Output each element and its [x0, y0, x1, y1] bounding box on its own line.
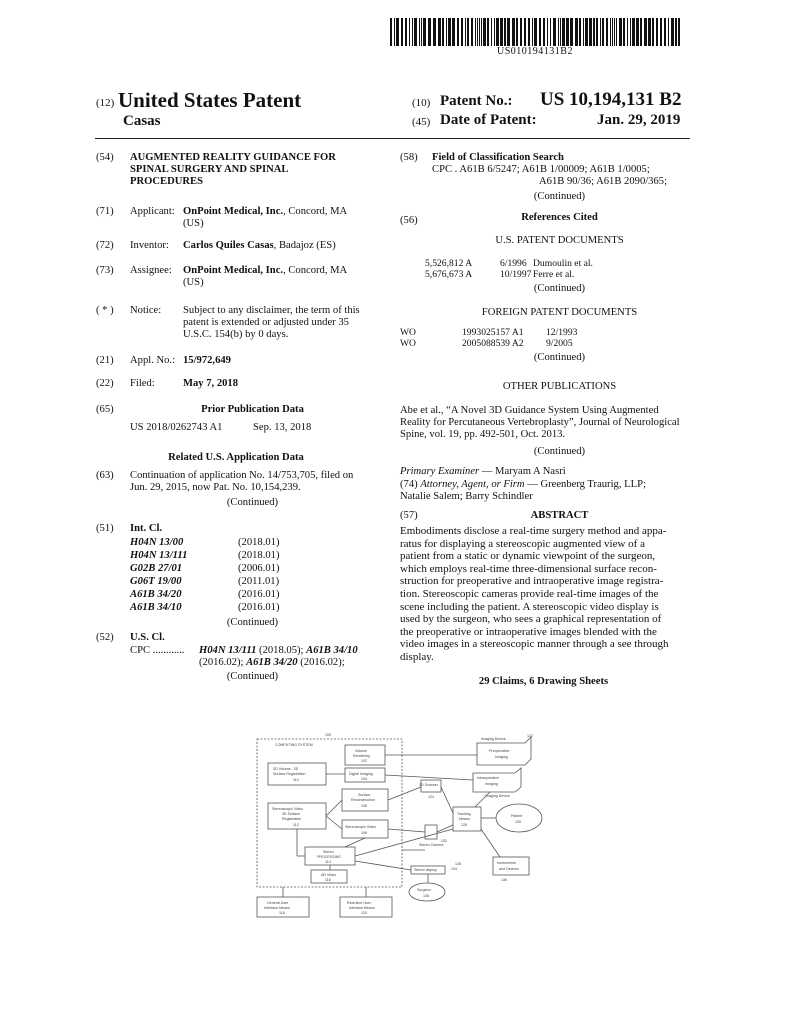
appl-label: Appl. No.: [130, 355, 176, 366]
barcode-bar [442, 18, 444, 46]
connector [441, 787, 453, 813]
preop-line-1: Preoperative [489, 749, 510, 753]
intcl-code: G06T 19/00 [130, 576, 182, 587]
barcode-bar [428, 18, 431, 46]
prior-pub-number: US 2018/0262743 A1 [130, 422, 223, 433]
barcode-bar [560, 18, 561, 46]
intcl-code: H04N 13/00 [130, 537, 184, 548]
barcode-bar [487, 18, 489, 46]
barcode-bar [496, 18, 499, 46]
intraop-box [473, 768, 521, 792]
inventor-location: , Badajoz (ES) [273, 240, 336, 251]
tracking-line-2: Means [459, 817, 470, 821]
camera-label: Stereo Camera [419, 843, 444, 847]
tag-73: (73) [96, 265, 114, 276]
barcode-bar [494, 18, 495, 46]
barcode-bar [423, 18, 426, 46]
intcl-more: (Continued) [226, 617, 279, 628]
us-doc-name: Dumoulin et al. [533, 258, 593, 269]
continuation-line-1: Continuation of application No. 14/753,705, filed on [130, 470, 354, 481]
patient-number: 130 [515, 820, 521, 824]
patent-no: US 10,194,131 B2 [540, 89, 682, 110]
cpc-date-3: (2016.02); [297, 657, 345, 668]
tag-56: (56) [400, 215, 418, 226]
barcode-bar [627, 18, 628, 46]
us-doc-name: Ferre et al. [533, 269, 575, 280]
abstract-line: patient from a static or dynamic viewpoint of the surgeon, [400, 550, 656, 563]
barcode-bar [471, 18, 473, 46]
tag-71: (71) [96, 206, 114, 217]
abstract-heading: ABSTRACT [530, 510, 589, 521]
us-doc-date: 10/1997 [500, 269, 532, 280]
field-heading: Field of Classification Search [432, 152, 564, 163]
barcode-bar [553, 18, 556, 46]
tag-notice: ( * ) [96, 305, 114, 316]
continuation-line-2: Jun. 29, 2015, now Pat. No. 10,154,239. [130, 482, 301, 493]
connector [345, 838, 365, 847]
barcode-bar [616, 18, 617, 46]
connector [481, 829, 500, 857]
tag-65: (65) [96, 404, 114, 415]
barcode-bar [671, 18, 674, 46]
ref-126: 126 [455, 862, 461, 866]
attorney-line-2: Natalie Salem; Barry Schindler [400, 491, 533, 502]
box-112-line-3: Registration [282, 817, 302, 821]
title-line-2: SPINAL SURGERY AND SPINAL [130, 164, 289, 175]
foreign-doc-date: 12/1993 [546, 327, 578, 338]
box-114-line-1: Stereo [323, 850, 334, 854]
box-108 [342, 820, 388, 838]
foreign-doc-num: 2005088539 A2 [462, 338, 524, 349]
other-pubs-more: (Continued) [533, 446, 586, 457]
barcode-bar [396, 18, 399, 46]
cpc-line-2 [199, 657, 345, 669]
intcl-code: A61B 34/20 [130, 589, 182, 600]
other-pub-line-1: Abe et al., “A Novel 3D Guidance System Using Augmented [400, 405, 659, 416]
patient-ellipse [496, 804, 542, 832]
barcode-bar [491, 18, 492, 46]
abstract-line: used by the surgeon, who sees a graphical representation of [400, 613, 662, 626]
barcode-bar [390, 18, 392, 46]
intcl-date: (2016.01) [238, 589, 280, 600]
intraop-line-2: Imaging [485, 782, 498, 786]
intcl-code: H04N 13/111 [130, 550, 188, 561]
tag-74: (74) [400, 479, 418, 490]
tracking-line-1: Tracking [457, 812, 471, 816]
intcl-code: A61B 34/10 [130, 602, 182, 613]
filed-label: Filed: [130, 378, 155, 389]
patient-label: Patient [511, 814, 523, 818]
barcode-bar [610, 18, 611, 46]
camera-box [425, 825, 437, 839]
barcode-bar [575, 18, 578, 46]
applicant-name: OnPoint Medical, Inc. [183, 206, 284, 217]
box-110-number: 110 [293, 778, 299, 782]
uscl-label: U.S. Cl. [130, 632, 165, 643]
box-114-number: 114 [325, 860, 331, 864]
connector [385, 775, 473, 780]
barcode-bar [606, 18, 608, 46]
abstract-line: struction for preoperative and intraoperative image registra- [400, 575, 664, 588]
intcl-label: Int. Cl. [130, 523, 163, 534]
cpc-code-1: H04N 13/111 [199, 645, 257, 656]
box-120-number: 120 [361, 911, 367, 915]
stereo-display-number: 134 [451, 867, 457, 871]
barcode-bar [512, 18, 515, 46]
barcode-bar [479, 18, 480, 46]
cpc-date-1: (2018.05); [256, 645, 307, 656]
barcode-bar [421, 18, 422, 46]
box-104-label: Digital Imaging [349, 772, 373, 776]
cpc-line-1 [199, 645, 358, 657]
abstract-line: ratus for displaying a stereoscopic augmented view of a [400, 537, 645, 550]
barcode-bar [461, 18, 463, 46]
field-more: (Continued) [533, 191, 586, 202]
inventor [183, 240, 336, 252]
box-118-line-2: Interface Means [264, 906, 290, 910]
patent-no-label: Patent No.: [440, 93, 513, 109]
barcode-bar [412, 18, 413, 46]
computing-system-label: COMPUTING SYSTEM [275, 743, 313, 747]
field-line-2: A61B 90/36; A61B 2090/365; [539, 176, 668, 187]
barcode-bar [452, 18, 455, 46]
connector [326, 816, 342, 829]
examiner-name: — Maryam A Nasri [479, 466, 566, 477]
box-118-number: 118 [279, 911, 285, 915]
tag-51: (51) [96, 523, 114, 534]
box-108-label: Stereoscopic Video [345, 825, 376, 829]
refs-heading: References Cited [521, 212, 598, 223]
ref-100: 100 [325, 733, 331, 737]
box-120-line-2: Interface Means [349, 906, 375, 910]
notice-line-1: Subject to any disclaimer, the term of this [183, 305, 360, 316]
barcode-bar [475, 18, 476, 46]
intraop-line-1: Intraoperative [477, 776, 499, 780]
tag-54: (54) [96, 152, 114, 163]
claims-summary: 29 Claims, 6 Drawing Sheets [478, 676, 609, 687]
imaging-device-number: 122 [527, 734, 533, 738]
barcode-bar [585, 18, 588, 46]
barcode-bar [583, 18, 584, 46]
surgeon-label: Surgeon [417, 888, 431, 892]
title-line-1: AUGMENTED REALITY GUIDANCE FOR [130, 152, 336, 163]
barcode-bar [520, 18, 522, 46]
barcode-bar [477, 18, 478, 46]
scanner-label: 3D Scanner [419, 783, 438, 787]
tag-45: (45) [412, 116, 431, 128]
barcode-bar [534, 18, 537, 46]
continuation-more: (Continued) [226, 497, 279, 508]
barcode-bar [543, 18, 545, 46]
barcode-bar [481, 18, 482, 46]
foreign-doc-cc: WO [400, 338, 416, 349]
assignee-location: , Concord, MA [283, 265, 348, 276]
box-106-line-1: Surface [358, 793, 371, 797]
barcode-bar [419, 18, 420, 46]
foreign-doc-num: 1993025157 A1 [462, 327, 524, 338]
assignee-name: OnPoint Medical, Inc. [183, 265, 284, 276]
preop-line-2: Imaging [495, 755, 508, 759]
inventor-short: Casas [123, 113, 161, 129]
foreign-more: (Continued) [533, 352, 586, 363]
attorney-line-1: — Greenberg Traurig, LLP; [524, 479, 646, 490]
box-110-line-2: Surface Registration [273, 772, 306, 776]
barcode-bar [614, 18, 615, 46]
date-label: Date of Patent: [440, 112, 537, 128]
barcode-bar [457, 18, 459, 46]
box-108-number: 108 [361, 831, 367, 835]
barcode-bar [630, 18, 631, 46]
patent-kind: United States Patent [118, 88, 302, 112]
other-pubs-heading: OTHER PUBLICATIONS [502, 381, 617, 392]
title-line-3: PROCEDURES [130, 176, 203, 187]
barcode-bar [516, 18, 518, 46]
notice-line-3: U.S.C. 154(b) by 0 days. [183, 329, 289, 340]
abstract-line: which employs real-time three-dimensional surface recon- [400, 562, 657, 575]
related-heading: Related U.S. Application Data [168, 452, 304, 463]
connector [475, 792, 490, 807]
barcode-bar [619, 18, 622, 46]
camera-number: 132 [441, 839, 447, 843]
tag-52: (52) [96, 632, 114, 643]
date-of-patent: Jan. 29, 2019 [597, 112, 681, 128]
box-106-number: 106 [361, 804, 367, 808]
tag-57: (57) [400, 510, 418, 521]
barcode-bar [602, 18, 604, 46]
tag-72: (72) [96, 240, 114, 251]
intcl-date: (2016.01) [238, 602, 280, 613]
tag-21: (21) [96, 355, 114, 366]
intcl-date: (2011.01) [238, 576, 280, 587]
barcode-bar [405, 18, 407, 46]
barcode-bar [446, 18, 447, 46]
barcode-bar [539, 18, 541, 46]
box-112-number: 112 [293, 823, 299, 827]
barcode-bar [547, 18, 548, 46]
connector [388, 787, 421, 800]
barcode [390, 18, 680, 46]
applicant-location: , Concord, MA [283, 206, 348, 217]
box-120-line-1: Real-time User [347, 901, 371, 905]
tag-58: (58) [400, 152, 418, 163]
intcl-date: (2018.01) [238, 550, 280, 561]
applicant-country: (US) [183, 218, 204, 229]
us-doc-num: 5,526,812 A [425, 258, 473, 269]
uscl-more: (Continued) [226, 671, 279, 682]
header-rule [95, 138, 690, 139]
barcode-bar [600, 18, 601, 46]
barcode-bar [612, 18, 613, 46]
cpc-code-3: A61B 34/20 [246, 657, 298, 668]
abstract-line: video images in a stereoscopic manner through a see through [400, 638, 669, 651]
tag-22: (22) [96, 378, 114, 389]
box-112-line-1: Stereoscopic Video [272, 807, 303, 811]
barcode-bar [401, 18, 403, 46]
drawing-figure [245, 725, 545, 930]
box-104-number: 104 [361, 777, 367, 781]
barcode-bar [433, 18, 436, 46]
us-doc-date: 6/1996 [500, 258, 527, 269]
instruments-box [493, 857, 529, 875]
barcode-bar [562, 18, 565, 46]
barcode-bar [623, 18, 625, 46]
stereo-display-label: Stereo display [414, 868, 437, 872]
abstract-line: tion. Stereoscopic cameras provide real-time images of the [400, 588, 659, 600]
barcode-bar [589, 18, 592, 46]
barcode-bar [500, 18, 503, 46]
barcode-bar [632, 18, 635, 46]
barcode-bar [644, 18, 647, 46]
instruments-line-1: Instruments [497, 861, 516, 865]
box-112-line-2: 3D Surface [282, 812, 300, 816]
cpc-label: CPC ............ [130, 645, 185, 656]
surgeon-ellipse [409, 883, 445, 901]
applicant [183, 206, 347, 218]
barcode-bar [660, 18, 662, 46]
barcode-bar [566, 18, 569, 46]
tag-12: (12) [96, 97, 115, 109]
barcode-bar [579, 18, 581, 46]
connector [355, 861, 411, 870]
barcode-bar [558, 18, 559, 46]
assignee [183, 265, 347, 277]
barcode-bar [640, 18, 642, 46]
barcode-bar [532, 18, 533, 46]
abstract-line: display. [400, 651, 434, 663]
barcode-bar [467, 18, 469, 46]
intraop-line-3: Imaging Device [485, 794, 510, 798]
connector [388, 829, 425, 832]
barcode-bar [528, 18, 530, 46]
field-line-1: CPC . A61B 6/5247; A61B 1/00009; A61B 1/0005; [432, 164, 650, 175]
abstract-line: the preoperative or intraoperative images blended with the [400, 625, 657, 638]
us-docs-heading: U.S. PATENT DOCUMENTS [495, 235, 624, 246]
barcode-bar [524, 18, 526, 46]
us-doc-num: 5,676,673 A [425, 269, 473, 280]
tag-10: (10) [412, 97, 431, 109]
barcode-number: US010194131B2 [497, 46, 573, 57]
notice-line-2: patent is extended or adjusted under 35 [183, 317, 349, 328]
other-pub-line-3: Spine, vol. 19, pp. 492-501, Oct. 2013. [400, 429, 566, 440]
cpc-code-2: A61B 34/10 [306, 645, 358, 656]
inventor-label: Inventor: [130, 240, 169, 251]
intcl-code: G02B 27/01 [130, 563, 183, 574]
barcode-bar [652, 18, 654, 46]
box-102-number: 102 [361, 759, 367, 763]
foreign-doc-cc: WO [400, 327, 416, 338]
barcode-bar [636, 18, 639, 46]
instruments-number: 136 [501, 878, 507, 882]
cpc-date-2: (2016.02); [199, 657, 247, 668]
assignee-label: Assignee: [130, 265, 172, 276]
box-118-line-1: General User [267, 901, 289, 905]
box-106-line-2: Reconstruction [351, 798, 375, 802]
connector [326, 800, 342, 816]
barcode-bar [593, 18, 595, 46]
barcode-bar [414, 18, 417, 46]
barcode-bar [507, 18, 510, 46]
intcl-date: (2018.01) [238, 537, 280, 548]
intcl-date: (2006.01) [238, 563, 280, 574]
barcode-bar [648, 18, 651, 46]
barcode-bar [409, 18, 410, 46]
barcode-bar [675, 18, 677, 46]
attorney-label: Attorney, Agent, or Firm [420, 479, 525, 490]
box-116-number: 116 [325, 878, 331, 882]
box-102-line-2: Rendering [353, 754, 370, 758]
us-docs-more: (Continued) [533, 283, 586, 294]
foreign-heading: FOREIGN PATENT DOCUMENTS [481, 307, 638, 318]
box-102-line-1: Volume [355, 749, 367, 753]
barcode-bar [465, 18, 466, 46]
other-pub-line-2: Reality for Percutaneous Vertebroplasty”, Journal of Neurological [400, 417, 680, 428]
notice-label: Notice: [130, 305, 162, 316]
appl-no: 15/972,649 [183, 355, 231, 366]
abstract-line: Embodiments disclose a real-time surgery method and appa- [400, 525, 667, 537]
barcode-bar [596, 18, 598, 46]
barcode-bar [664, 18, 666, 46]
examiner [400, 466, 566, 478]
box-114-line-2: PROCESSING [317, 855, 341, 859]
assignee-country: (US) [183, 277, 204, 288]
barcode-bar [438, 18, 441, 46]
barcode-bar [570, 18, 573, 46]
abstract-line: scene including the patient. A stereoscopic video display is [400, 600, 659, 613]
barcode-bar [504, 18, 506, 46]
attorney [400, 479, 646, 491]
inventor-name: Carlos Quiles Casas [183, 240, 274, 251]
barcode-bar [550, 18, 551, 46]
surgeon-number: 138 [423, 894, 429, 898]
scanner-number: 124 [428, 795, 434, 799]
barcode-bar [394, 18, 395, 46]
barcode-bar [656, 18, 658, 46]
imaging-device-label: Imaging Device [481, 737, 506, 741]
filed-date: May 7, 2018 [183, 378, 239, 389]
instruments-line-2: and Devices [499, 867, 519, 871]
box-116-label: AR Video [321, 873, 337, 877]
barcode-bar [483, 18, 486, 46]
examiner-label: Primary Examiner [400, 466, 480, 477]
box-110-line-1: 3D Volume - 3D [273, 767, 299, 771]
prior-pub-date: Sep. 13, 2018 [253, 422, 312, 433]
barcode-bar [448, 18, 451, 46]
barcode-bar [678, 18, 680, 46]
prior-pub-heading: Prior Publication Data [201, 404, 304, 415]
tracking-number: 128 [461, 823, 467, 827]
barcode-bar [668, 18, 669, 46]
foreign-doc-date: 9/2005 [546, 338, 573, 349]
tag-63: (63) [96, 470, 114, 481]
applicant-label: Applicant: [130, 206, 175, 217]
